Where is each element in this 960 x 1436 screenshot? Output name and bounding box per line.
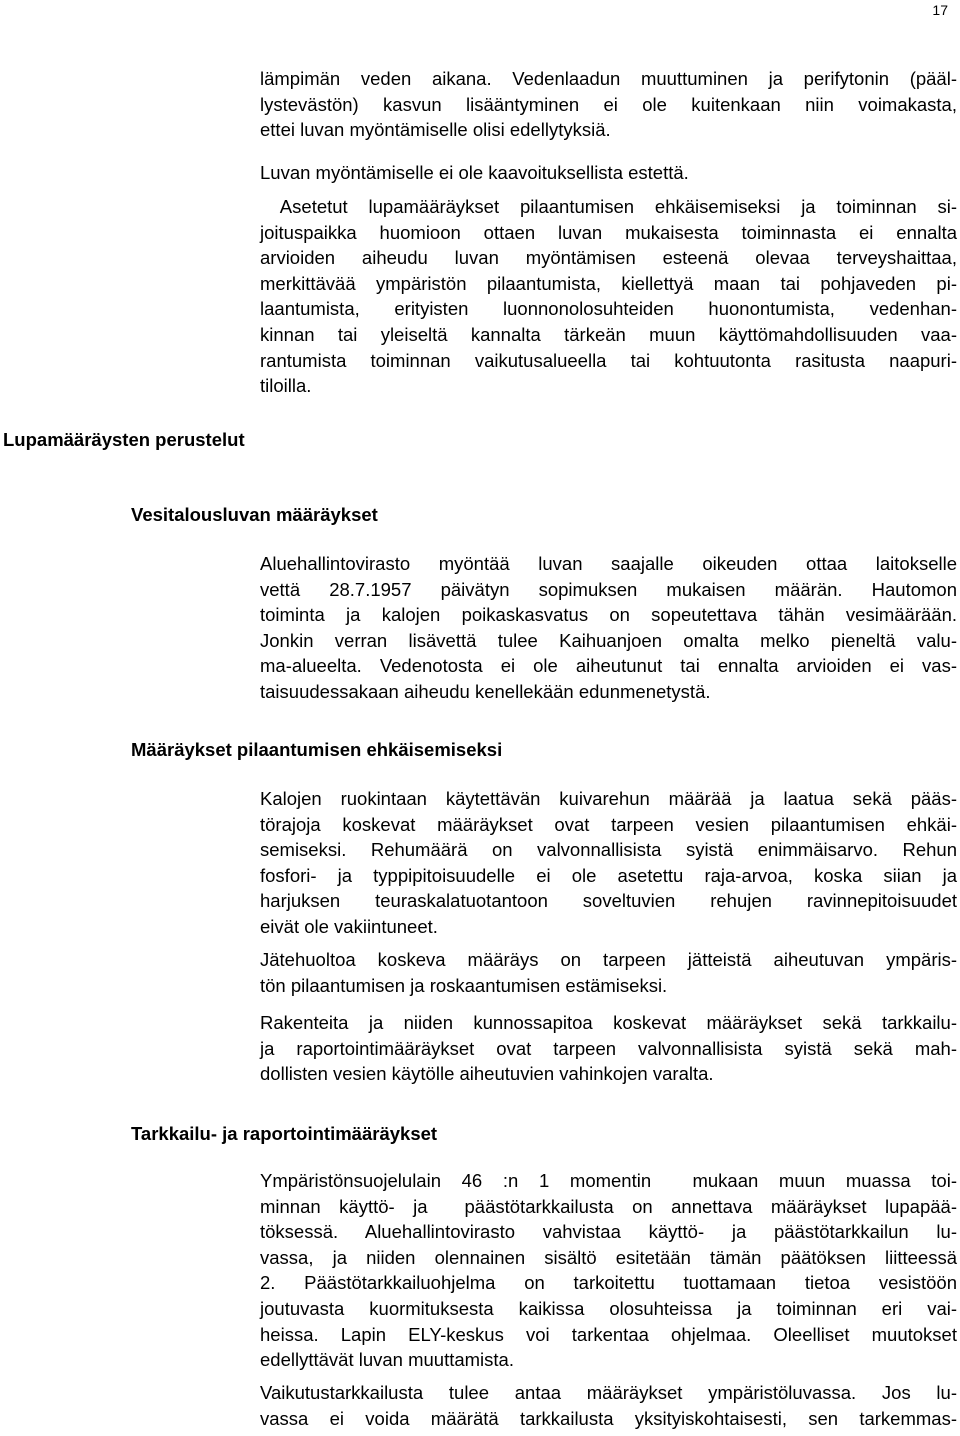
paragraph-feed	[260, 786, 957, 940]
paragraph-waste	[260, 947, 957, 998]
paragraph-zoning	[260, 160, 957, 186]
paragraph-water-quality	[260, 66, 957, 143]
text-line: Aluehallintovirasto myöntää luvan saajalle oikeuden ottaa laitokselle	[260, 553, 957, 574]
heading-water-permit: Vesitalousluvan määräykset	[131, 504, 378, 525]
text-line: fosfori- ja typpipitoisuudelle ei ole asetettu raja-arvoa, koska siian ja	[260, 864, 957, 886]
text-line: laantumista, erityisten luonnonolosuhteiden huonontumista, vedenhan-	[260, 298, 957, 320]
text-line: edellyttävät luvan muuttamista.	[260, 1349, 514, 1371]
text-line: Jonkin verran lisävettä tulee Kaihuanjoen omalta melko pieneltä valu-	[260, 629, 957, 651]
text-line: kinnan tai yleiseltä kannalta tärkeän muun käyttömahdollisuuden vaa-	[260, 323, 957, 345]
text-line: minnan käyttö- ja päästötarkkailusta on annettava määräykset lupapää-	[260, 1195, 957, 1217]
text-line: heissa. Lapin ELY-keskus voi tarkentaa ohjelmaa. Oleelliset muutokset	[260, 1323, 957, 1345]
text-line: tiloilla.	[260, 375, 312, 397]
text-line: toiminta ja kalojen poikaskasvatus on sopeutettava tähän vesimäärään.	[260, 604, 957, 626]
text-line: Jätehuoltoa koskeva määräys on tarpeen jätteistä aiheutuvan ympäris-	[260, 949, 957, 970]
text-line: vettä 28.7.1957 päivätyn sopimuksen mukaisen määrän. Hautomon	[260, 578, 957, 600]
text-line: semiseksi. Rehumäärä on valvonnallisista syistä enimmäisarvo. Rehun	[260, 839, 957, 861]
text-line: törajoja koskevat määräykset ovat tarpeen vesien pilaantumisen ehkäi-	[260, 813, 957, 835]
text-line: Ympäristönsuojelulain 46 :n 1 momentin mukaan muun muassa toi-	[260, 1170, 957, 1191]
text-line: Kalojen ruokintaan käytettävän kuivarehun määrää ja laatua sekä pääs-	[260, 788, 957, 809]
text-line: ja raportointimääräykset ovat tarpeen valvonnallisista syistä sekä mah-	[260, 1037, 957, 1059]
text-line: rantumista toiminnan vaikutusalueella tai kohtuutonta rasitusta naapuri-	[260, 349, 957, 371]
text-line: 2. Päästötarkkailuohjelma on tarkoitettu tuottamaan tietoa vesistöön	[260, 1272, 957, 1294]
text-line: taisuudessakaan aiheudu kenellekään edunmenetystä.	[260, 680, 711, 702]
text-line: merkittävää ympäristön pilaantumista, kiellettyä maan tai pohjaveden pi-	[260, 272, 957, 294]
text-line: Rakenteita ja niiden kunnossapitoa koskevat määräykset sekä tarkkailu-	[260, 1012, 957, 1033]
text-line: töksessä. Aluehallintovirasto vahvistaa käyttö- ja päästötarkkailun lu-	[260, 1221, 957, 1243]
paragraph-monitoring-law	[260, 1168, 957, 1373]
paragraph-structures	[260, 1010, 957, 1087]
text-line: vassa ei voida määrätä tarkkailusta yksityiskohtaisesti, sen tarkemmas-	[260, 1407, 957, 1429]
text-line: arvioiden aiheudu luvan myöntämisen esteenä olevaa terveyshaittaa,	[260, 247, 957, 269]
paragraph-impact-monitoring	[260, 1380, 957, 1431]
text-line: ma-alueelta. Vedenotosta ei ole aiheutunut tai ennalta arvioiden ei vas-	[260, 655, 957, 677]
text-line: dollisten vesien käytölle aiheutuvien vahinkojen varalta.	[260, 1063, 714, 1085]
text-line: joituspaikka huomioon ottaen luvan mukaisesta toiminnasta ei ennalta	[260, 221, 957, 243]
heading-monitoring: Tarkkailu- ja raportointimääräykset	[131, 1123, 438, 1144]
text-line: harjuksen teuraskalatuotantoon soveltuvien rehujen ravinnepitoisuudet	[260, 890, 957, 912]
text-line: Luvan myöntämiselle ei ole kaavoituksellista estettä.	[260, 162, 689, 183]
text-line: Vaikutustarkkailusta tulee antaa määräykset ympäristöluvassa. Jos lu-	[260, 1382, 957, 1403]
text-line: vassa, ja niiden olennainen sisältö esitetään tämän päätöksen liitteessä	[260, 1246, 957, 1268]
paragraph-permit-conditions	[260, 194, 957, 399]
heading-pollution-prevention: Määräykset pilaantumisen ehkäisemiseksi	[131, 739, 503, 760]
page-number: 17	[932, 2, 948, 18]
paragraph-water-permit	[260, 551, 957, 705]
text-line: Asetetut lupamääräykset pilaantumisen ehkäisemiseksi ja toiminnan si-	[260, 196, 957, 217]
heading-permit-rationale: Lupamääräysten perustelut	[3, 429, 245, 450]
text-line: joutuvasta kuormituksesta kaikissa olosuhteissa ja toiminnan eri vai-	[260, 1297, 957, 1319]
text-line: tön pilaantumisen ja roskaantumisen estämiseksi.	[260, 974, 668, 996]
text-line: ettei luvan myöntämiselle olisi edellytyksiä.	[260, 119, 611, 141]
text-line: lystevästön) kasvun lisääntyminen ei ole kuitenkaan niin voimakasta,	[260, 93, 957, 115]
text-line: lämpimän veden aikana. Vedenlaadun muuttuminen ja perifytonin (pääl-	[260, 68, 957, 89]
text-line: eivät ole vakiintuneet.	[260, 915, 438, 937]
